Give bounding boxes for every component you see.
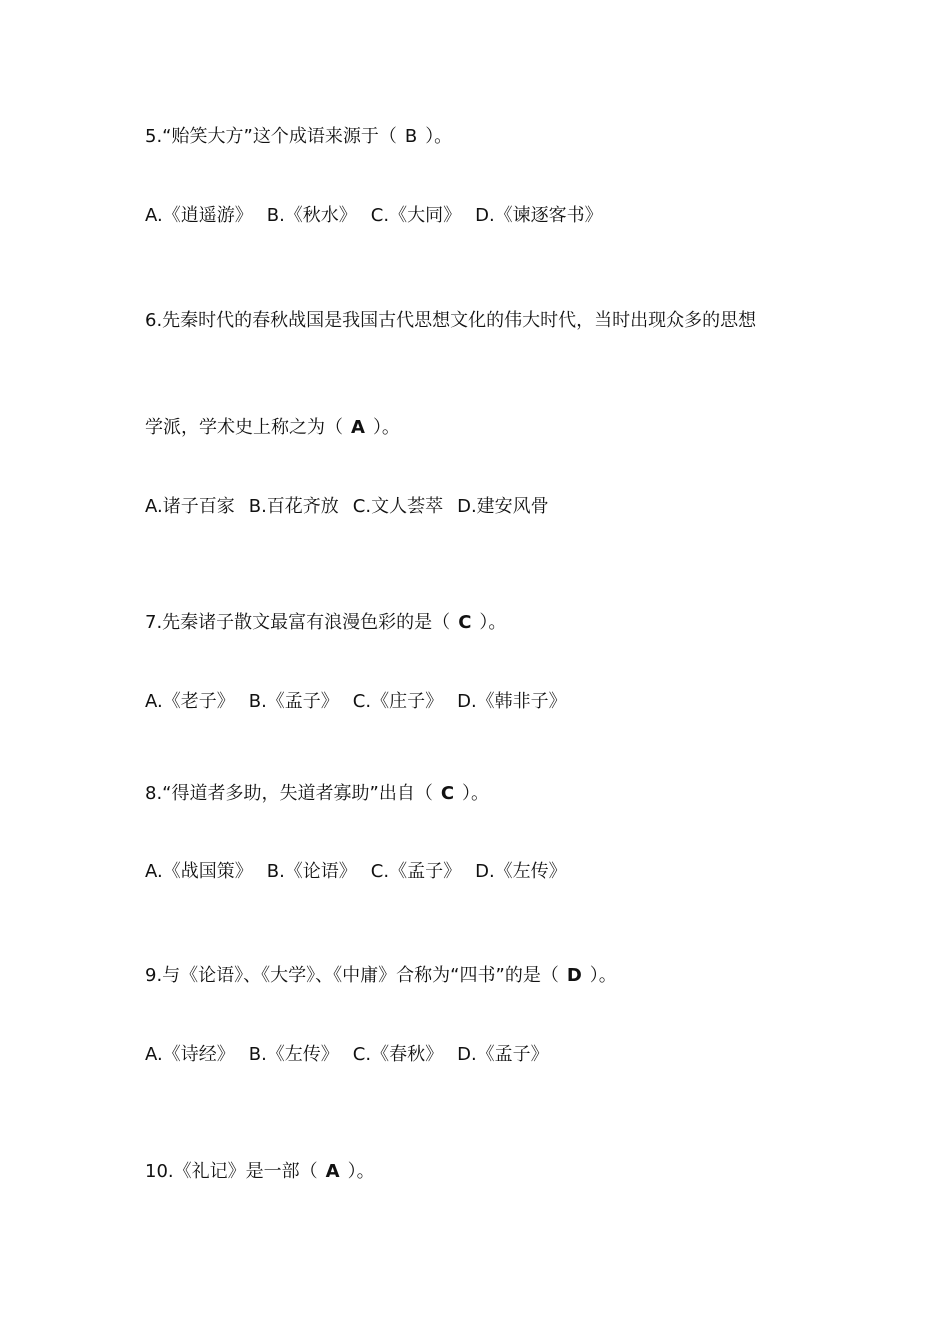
question-9-options bbox=[145, 1043, 549, 1067]
question-6-options bbox=[145, 495, 549, 519]
question-9-text-end: ）。 bbox=[589, 965, 617, 986]
option-a: A.诸子百家 bbox=[145, 496, 235, 517]
question-5-text: 5.“贻笑大方”这个成语来源于（ bbox=[145, 126, 397, 147]
question-6-stem-line1 bbox=[145, 309, 756, 333]
question-7-options bbox=[145, 690, 567, 714]
option-c: C.《春秋》 bbox=[352, 1044, 444, 1065]
option-a: A.《诗经》 bbox=[145, 1044, 235, 1065]
question-6-stem bbox=[145, 416, 400, 440]
option-b: B.《左传》 bbox=[248, 1044, 339, 1065]
question-5-stem bbox=[145, 125, 452, 149]
option-d: D.《谏逐客书》 bbox=[475, 205, 603, 226]
question-8-answer: C bbox=[440, 783, 455, 804]
option-a: A.《战国策》 bbox=[145, 861, 253, 882]
option-d: D.《孟子》 bbox=[457, 1044, 549, 1065]
question-6-text-line1: 6.先秦时代的春秋战国是我国古代思想文化的伟大时代，当时出现众多的思想 bbox=[145, 310, 757, 331]
option-a: A.《逍遥游》 bbox=[145, 205, 253, 226]
question-5-answer: B bbox=[404, 126, 418, 147]
question-10-answer: A bbox=[325, 1161, 340, 1182]
question-7-text-end: ）。 bbox=[479, 612, 507, 633]
question-8-stem bbox=[145, 782, 489, 806]
question-10-text: 10.《礼记》是一部（ bbox=[145, 1161, 318, 1182]
option-b: B.百花齐放 bbox=[248, 496, 339, 517]
question-6-answer: A bbox=[351, 417, 365, 438]
option-d: D.《韩非子》 bbox=[457, 691, 567, 712]
option-c: C.《庄子》 bbox=[352, 691, 444, 712]
option-c: C.《大同》 bbox=[370, 205, 462, 226]
question-7-stem bbox=[145, 611, 506, 635]
question-7-text: 7.先秦诸子散文最富有浪漫色彩的是（ bbox=[145, 612, 451, 633]
question-9-answer: D bbox=[566, 965, 582, 986]
option-d: D.建安风骨 bbox=[457, 496, 549, 517]
question-5-text-end: ）。 bbox=[425, 126, 453, 147]
question-9-text: 9.与《论语》、《大学》、《中庸》合称为“四书”的是（ bbox=[145, 965, 559, 986]
option-a: A.《老子》 bbox=[145, 691, 235, 712]
question-10-text-end: ）。 bbox=[347, 1161, 375, 1182]
option-c: C.《孟子》 bbox=[370, 861, 462, 882]
question-8-text: 8.“得道者多助，失道者寡助”出自（ bbox=[145, 783, 433, 804]
question-9-stem bbox=[145, 964, 617, 988]
question-8-options bbox=[145, 860, 567, 884]
question-5-options bbox=[145, 204, 603, 228]
question-6-text-end: ）。 bbox=[372, 417, 400, 438]
option-b: B.《论语》 bbox=[266, 861, 357, 882]
question-10-stem bbox=[145, 1160, 375, 1184]
question-8-text-end: ）。 bbox=[462, 783, 490, 804]
option-d: D.《左传》 bbox=[475, 861, 567, 882]
option-b: B.《秋水》 bbox=[266, 205, 357, 226]
option-b: B.《孟子》 bbox=[248, 691, 339, 712]
option-c: C.文人荟萃 bbox=[352, 496, 444, 517]
question-6-text: 学派，学术史上称之为（ bbox=[145, 417, 343, 438]
question-7-answer: C bbox=[458, 612, 472, 633]
